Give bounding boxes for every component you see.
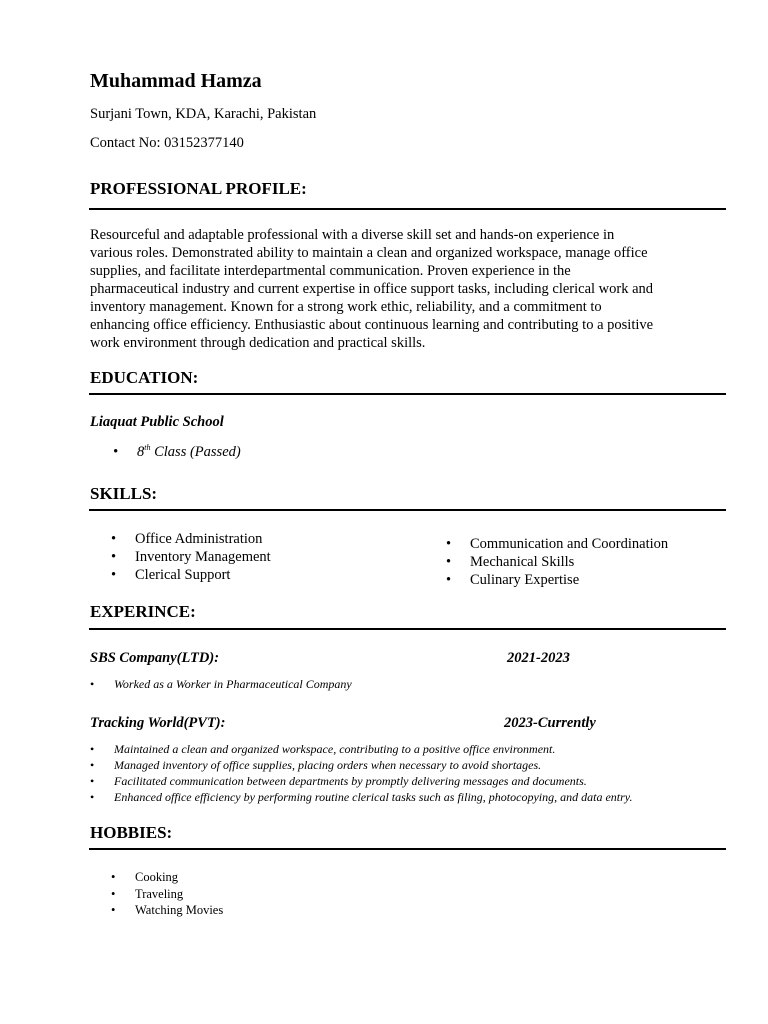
divider bbox=[89, 628, 726, 630]
company-name: SBS Company(LTD): bbox=[90, 650, 220, 666]
section-heading-hobbies: HOBBIES: bbox=[90, 823, 173, 842]
job-period: 2021-2023 bbox=[507, 650, 570, 666]
list-item: • 8th Class (Passed) bbox=[113, 443, 241, 461]
skills-list-left bbox=[111, 530, 271, 584]
list-item: • Worked as a Worker in Pharmaceutical Company bbox=[90, 676, 352, 692]
divider bbox=[89, 509, 726, 511]
list-item: • Maintained a clean and organized workspace, contributing to a positive office environment. bbox=[90, 741, 710, 757]
section-heading-profile: PROFESSIONAL PROFILE: bbox=[90, 179, 307, 198]
list-item: • Facilitated communication between departments by promptly delivering messages and documents. bbox=[90, 773, 710, 789]
list-item: • Traveling bbox=[111, 886, 223, 903]
candidate-name: Muhammad Hamza bbox=[90, 70, 262, 92]
divider bbox=[89, 393, 726, 395]
list-item: • Office Administration bbox=[111, 530, 271, 548]
profile-line: inventory management. Known for a strong work ethic, reliability, and a commitment to bbox=[90, 299, 602, 315]
job-duties bbox=[90, 741, 710, 805]
profile-line: pharmaceutical industry and current expertise in office support tasks, including clerical work and bbox=[90, 281, 654, 297]
profile-paragraph bbox=[90, 226, 690, 352]
address: Surjani Town, KDA, Karachi, Pakistan bbox=[90, 106, 317, 122]
list-item: • Mechanical Skills bbox=[446, 553, 668, 571]
profile-line: enhancing office efficiency. Enthusiastic about continuous learning and contributing to a positive bbox=[90, 317, 654, 333]
divider bbox=[89, 208, 726, 210]
list-item: • Enhanced office efficiency by performing routine clerical tasks such as filing, photocopying, and data entry. bbox=[90, 789, 710, 805]
list-item: • Clerical Support bbox=[111, 566, 271, 584]
section-heading-experience: EXPERINCE: bbox=[90, 602, 196, 621]
list-item: • Communication and Coordination bbox=[446, 535, 668, 553]
hobbies-list bbox=[111, 869, 223, 919]
contact-number: Contact No: 03152377140 bbox=[90, 135, 244, 151]
profile-line: various roles. Demonstrated ability to maintain a clean and organized workspace, manage office bbox=[90, 245, 648, 261]
company-name: Tracking World(PVT): bbox=[90, 715, 226, 731]
profile-line: supplies, and facilitate interdepartmental communication. Proven experience in the bbox=[90, 263, 571, 279]
section-heading-education: EDUCATION: bbox=[90, 368, 199, 387]
list-item: • Culinary Expertise bbox=[446, 571, 668, 589]
list-item: • Watching Movies bbox=[111, 902, 223, 919]
education-list bbox=[113, 443, 241, 461]
skills-list-right bbox=[446, 535, 668, 589]
job-period: 2023-Currently bbox=[504, 715, 596, 731]
list-item: • Inventory Management bbox=[111, 548, 271, 566]
list-item: • Managed inventory of office supplies, placing orders when necessary to avoid shortages. bbox=[90, 757, 710, 773]
job-duties bbox=[90, 676, 352, 692]
divider bbox=[89, 848, 726, 850]
profile-line: Resourceful and adaptable professional with a diverse skill set and hands-on experience in bbox=[90, 227, 615, 243]
school-name: Liaquat Public School bbox=[90, 414, 224, 430]
list-item: • Cooking bbox=[111, 869, 223, 886]
section-heading-skills: SKILLS: bbox=[90, 484, 158, 503]
profile-line: work environment through dedication and practical skills. bbox=[90, 335, 426, 351]
